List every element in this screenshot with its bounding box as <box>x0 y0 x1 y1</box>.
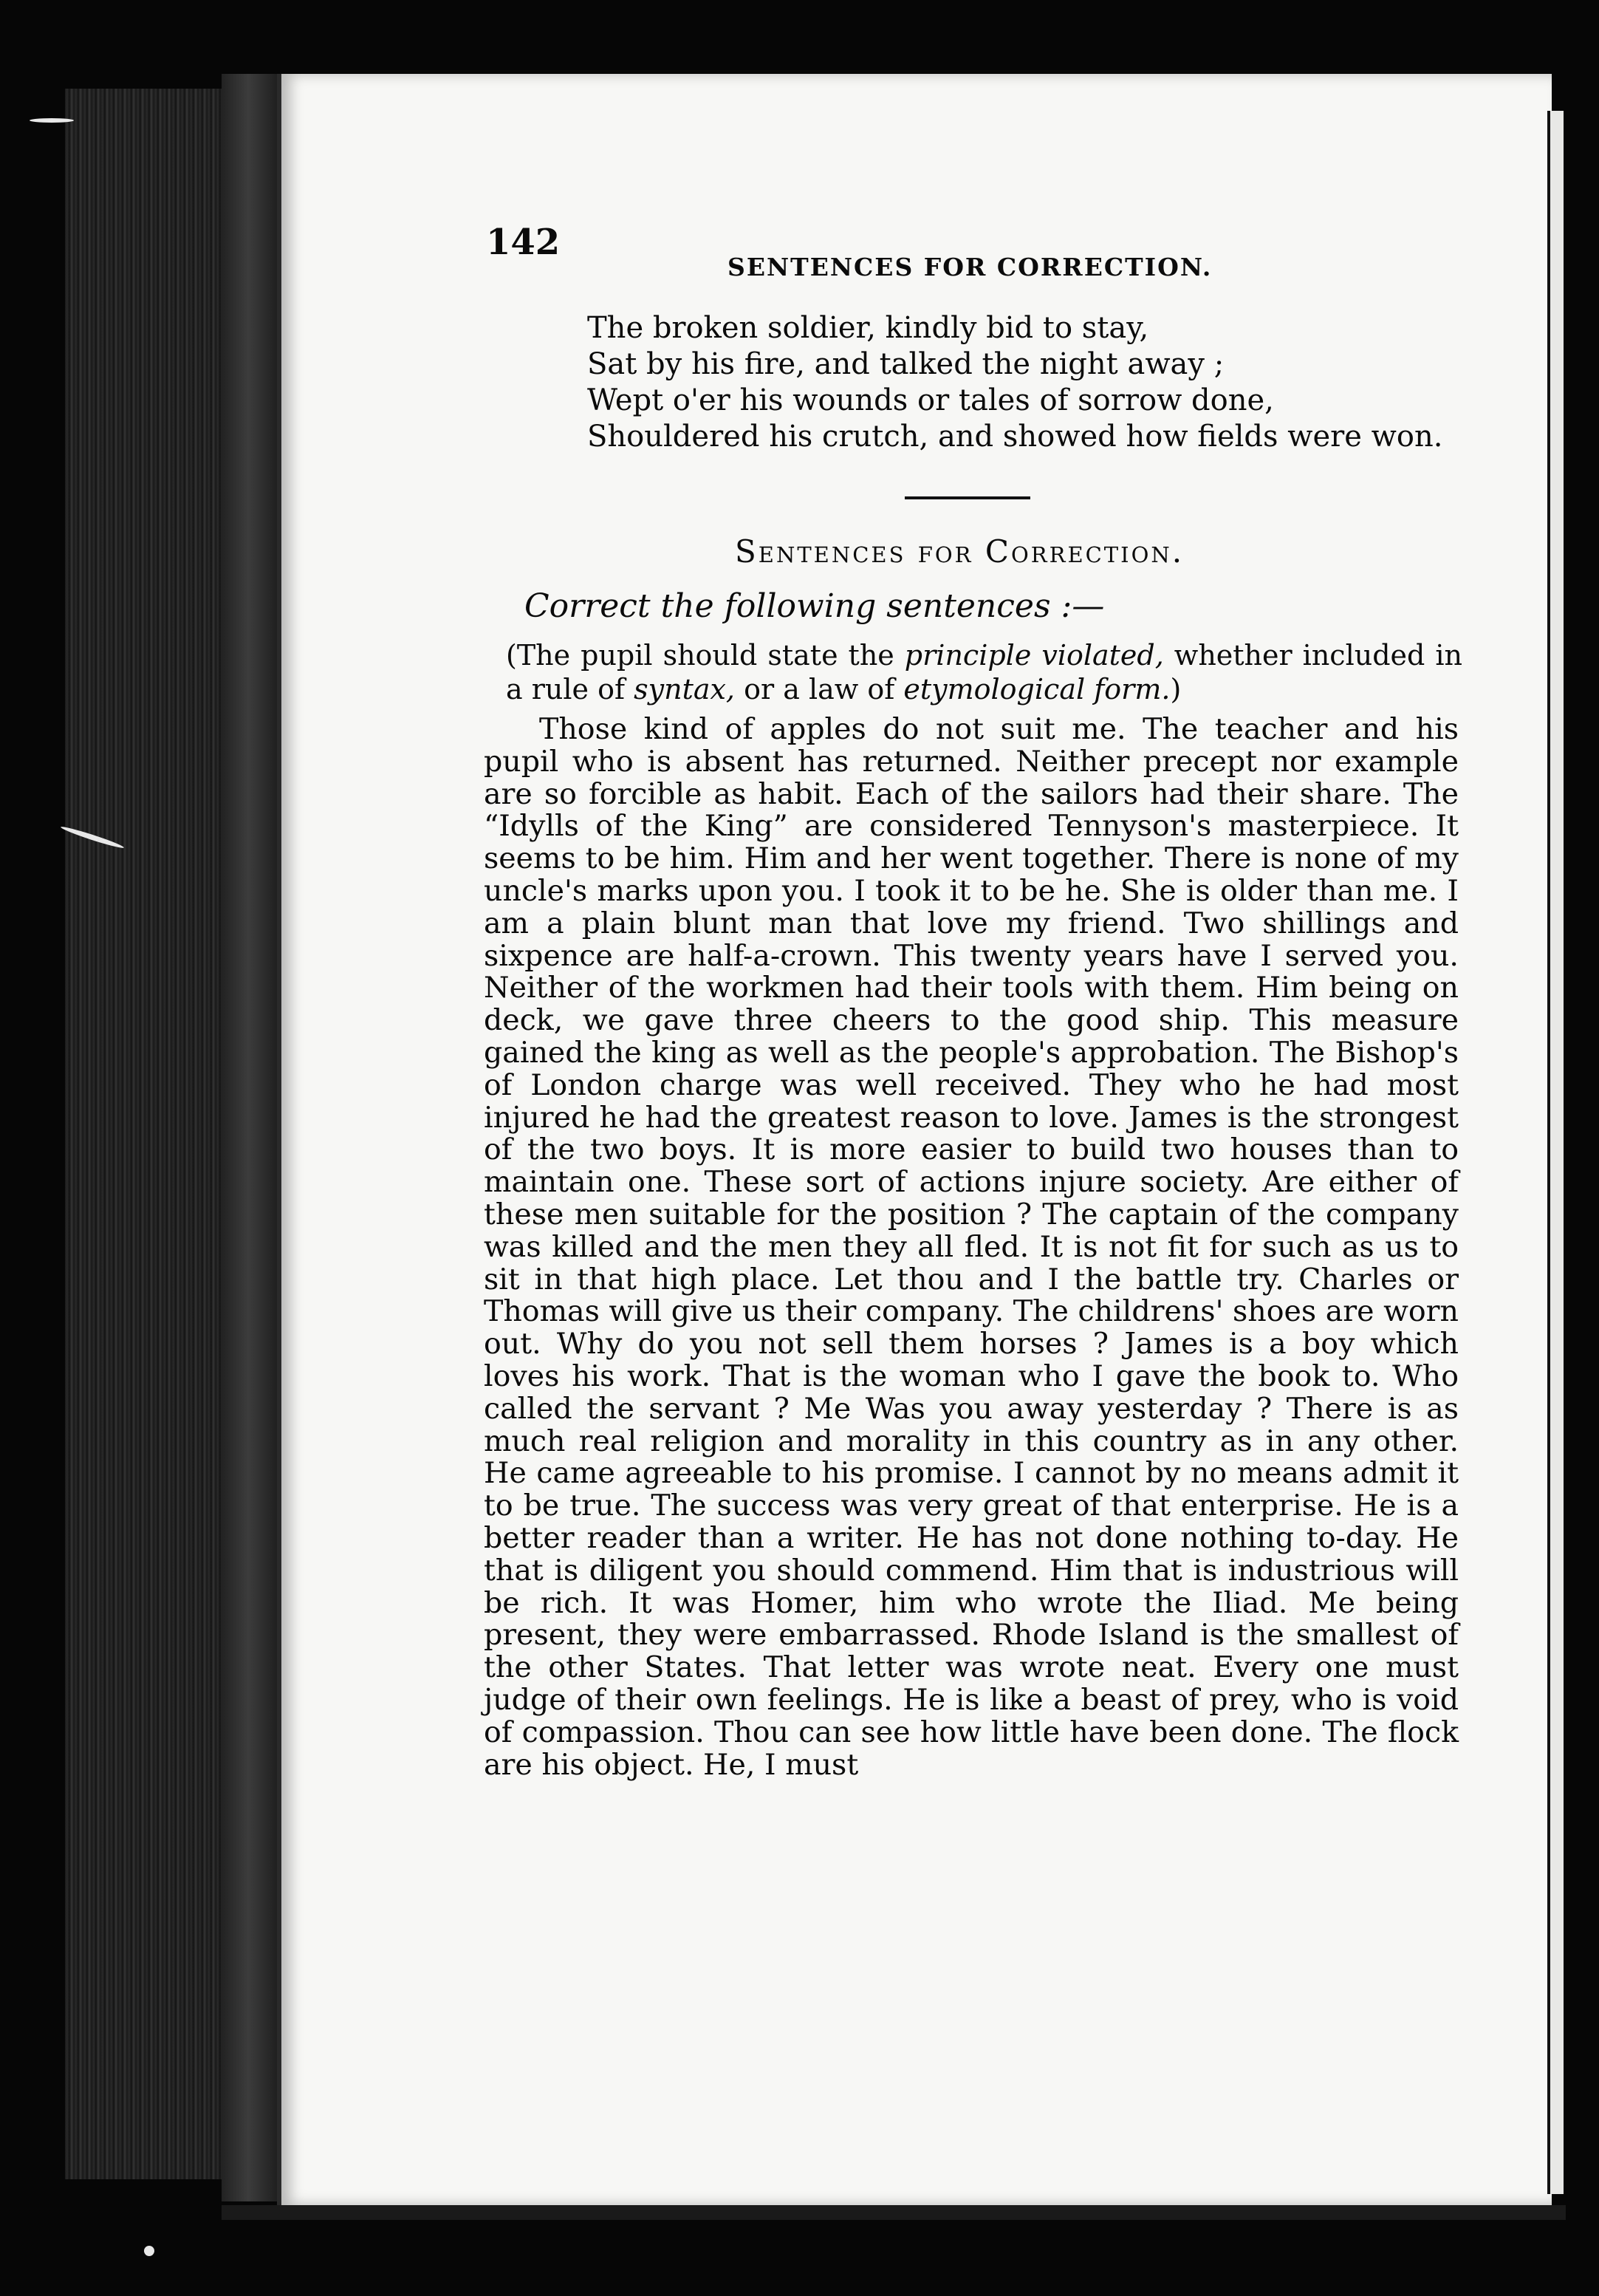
page-number: 142 <box>486 222 561 263</box>
running-head: SENTENCES FOR CORRECTION. <box>727 253 1213 281</box>
page-text <box>428 222 1462 1781</box>
dust-mark <box>144 2246 154 2256</box>
page-bottom-edge <box>222 2205 1566 2220</box>
note-text: (The pupil should state the <box>506 639 905 672</box>
poem-quotation <box>587 310 1462 455</box>
page-right-edge <box>1547 111 1564 2194</box>
poem-line: Shouldered his crutch, and showed how fields were won. <box>587 420 1443 454</box>
section-divider <box>905 496 1030 499</box>
note-text: whether included in a rule of <box>506 639 1462 705</box>
page-header <box>428 222 1462 288</box>
exercise-note <box>506 638 1462 706</box>
poem-line: Sat by his fire, and talked the night away ; <box>587 347 1225 381</box>
poem-line: The broken soldier, kindly bid to stay, <box>587 311 1149 345</box>
note-italic: syntax, <box>634 673 736 705</box>
note-italic: principle violated, <box>904 639 1164 672</box>
note-text: or a law of <box>735 673 904 705</box>
poem-line: Wept o'er his wounds or tales of sorrow done, <box>587 383 1274 417</box>
note-text: ) <box>1170 673 1182 705</box>
section-title: Sentences for Correction. <box>735 533 1185 570</box>
dust-mark <box>30 118 74 123</box>
exercise-instruction: Correct the following sentences :— <box>524 587 1105 625</box>
note-italic: etymological form. <box>903 673 1171 705</box>
correction-sentences: Those kind of apples do not suit me. The teacher and his pupil who is absent has returned. Neither precept nor example are so forcible as habit. Each of the sailors had their share. The “Idylls of the King” are considered Tennyson's masterpiece. It seems to be him. Him and her went together. There is none of my uncle's marks upon you. I took it to be he. She is older than me. I am a plain blunt man that love my friend. Two shillings and sixpence are half-a-crown. This twenty years have I served you. Neither of the workmen had their tools with them. Him being on deck, we gave three cheers to the good ship. This measure gained the king as well as the people's approbation. The Bishop's of London charge was well received. They who he had most injured he had the greatest reason to love. James is the strongest of the two boys. It is more easier to build two houses than to maintain one. These sort of actions injure society. Are either of these men suitable for the position ? The captain of the company was killed and the men they all fled. It is not fit for such as us to sit in that high place. Let thou and I the battle try. Charles or Thomas will give us their company. The childrens' shoes are worn out. Why do you not sell them horses ? James is a boy which loves his work. That is the woman who I gave the book to. Who called the servant ? Me Was you away yesterday ? There is as much real religion and morality in this country as in any other. He came agreeable to his promise. I cannot by no means admit it to be true. The success was very great of that enterprise. He is a better reader than a writer. He has not done nothing to-day. He that is diligent you should commend. Him that is industrious will be rich. It was Homer, him who wrote the Iliad. Me being present, they were embarrassed. Rhode Island is the smallest of the other States. That letter was wrote neat. Every one must judge of their own feelings. He is like a beast of prey, who is void of compassion. Thou can see how little have been done. The flock are his object. He, I must <box>484 712 1459 1782</box>
